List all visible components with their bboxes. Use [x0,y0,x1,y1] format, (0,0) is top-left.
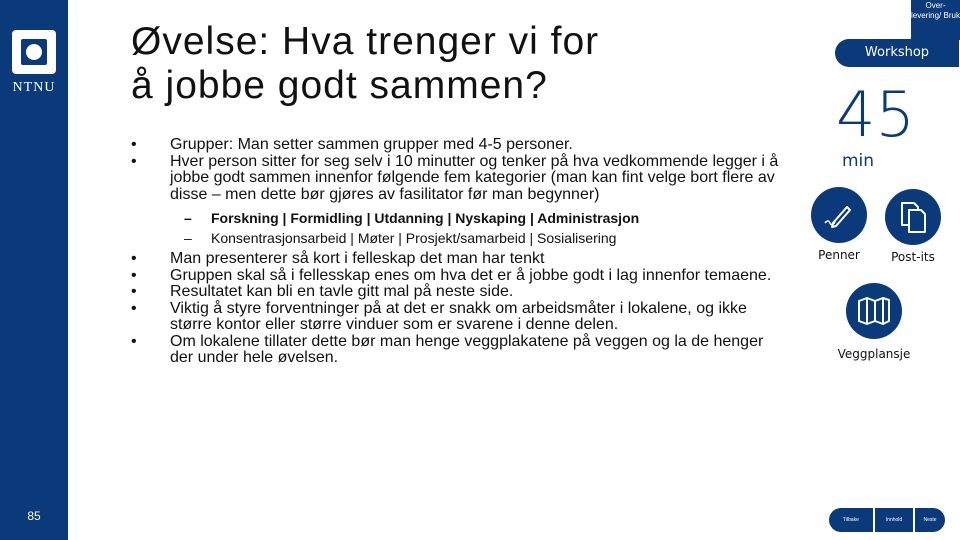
page-number: 85 [27,509,41,523]
contents-button[interactable]: Innhold [875,508,913,532]
section-badge: Over-levering/ Bruk [911,0,960,40]
bullet-item: • Gruppen skal så i fellesskap enes om hva det er å jobbe godt i lag innenfor temaene. [128,268,788,285]
duration-value: 45 [836,78,915,151]
bullet-item: • Resultatet kan bli en tavle gitt mal på neste side. [128,284,788,301]
page-title [131,20,691,108]
next-button[interactable]: Neste [915,508,945,532]
sidebar [0,0,68,540]
title-line-2: å jobbe godt sammen? [131,64,548,107]
workshop-label: Workshop [835,39,959,67]
duration-unit: min [842,151,875,171]
post-its-label: Post-its [891,250,935,264]
bullet-item: • Grupper: Man setter sammen grupper med 4-5 personer. [128,137,788,154]
bullet-item: • Om lokalene tillater dette bør man henge veggplakatene på veggen og la de henger der under hele øvelsen. [128,334,788,367]
sub-item: – Forskning | Formidling | Utdanning | Nyskaping | Administrasjon [128,208,788,228]
bullet-item: • Man presenterer så kort i felleskap det man har tenkt [128,251,788,268]
content-body [128,137,788,367]
veggplansje-label: Veggplansje [837,347,911,361]
bullet-item: • Viktig å styre forventninger på at det er snakk om arbeidsmåter i lokalene, og ikke større kontor eller større vinduer som er svarene i denne delen. [128,301,788,334]
ntnu-logo-icon [12,30,56,74]
logo-text: NTNU [12,80,56,95]
back-button[interactable]: Tilbake [829,508,873,532]
pen-icon [811,187,867,243]
bullet-item: • Hver person sitter for seg selv i 10 minutter og tenker på hva vedkommende legger i å jobbe godt sammen innenfor følgende fem kategorier (man kan fint velge bort flere av disse – men dette bør gjøres av fasilitator før man begynner) [128,154,788,204]
post-its-icon [885,189,941,245]
penner-label: Penner [818,248,860,262]
title-line-1: Øvelse: Hva trenger vi for [131,20,600,63]
wall-map-icon [846,283,902,339]
sub-item: – Konsentrasjonsarbeid | Møter | Prosjekt/samarbeid | Sosialisering [128,228,788,248]
